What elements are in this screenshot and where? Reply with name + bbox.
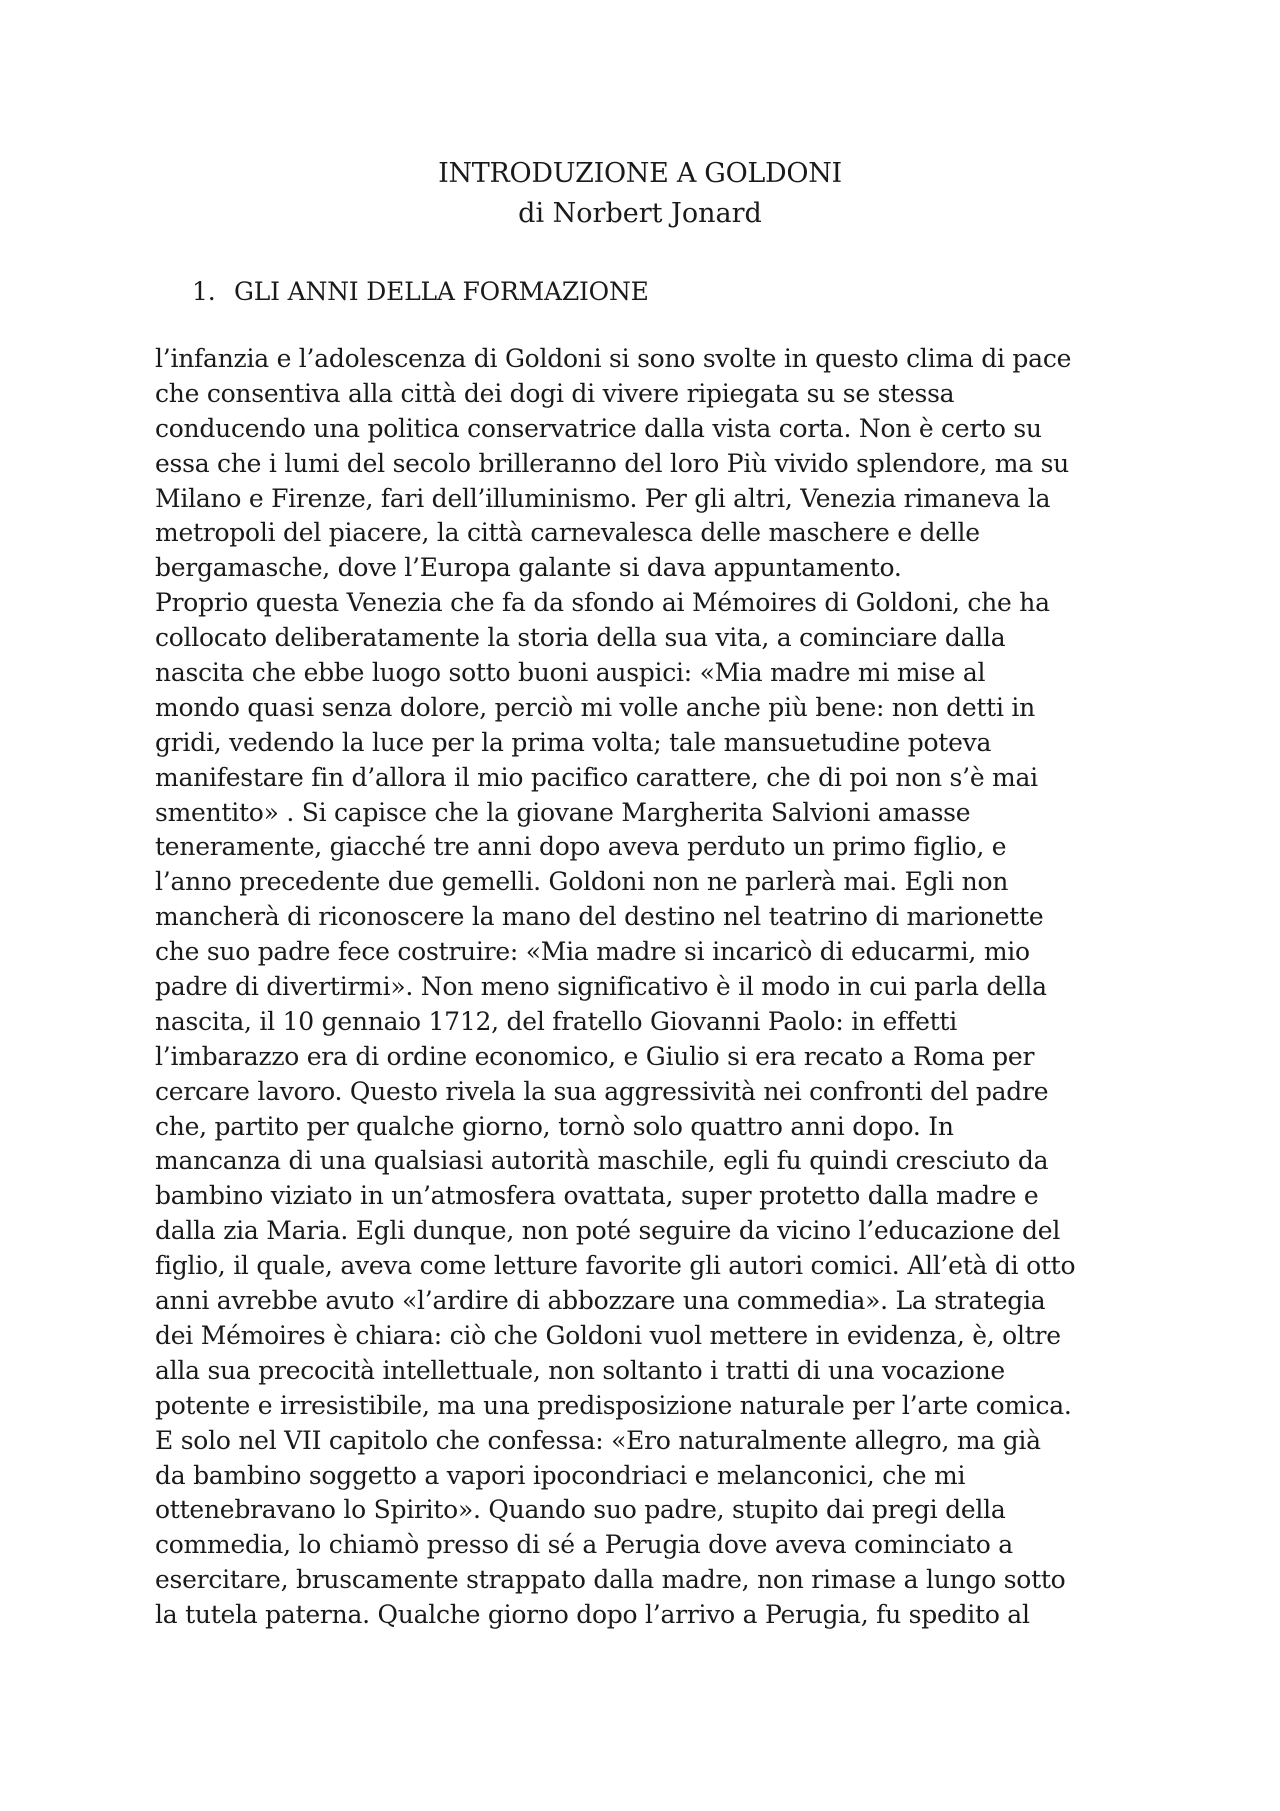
- text-line: manifestare fin d’allora il mio pacifico carattere, che di poi non s’è mai: [155, 762, 1038, 792]
- text-line: dalla zia Maria. Egli dunque, non poté seguire da vicino l’educazione del: [155, 1216, 1061, 1246]
- text-line: collocato deliberatamente la storia della sua vita, a cominciare dalla: [155, 623, 1006, 653]
- section-number: 1.: [192, 277, 216, 306]
- text-line: Proprio questa Venezia che fa da sfondo ai Mémoires di Goldoni, che ha: [155, 588, 1050, 618]
- text-line: alla sua precocità intellettuale, non soltanto i tratti di una vocazione: [155, 1355, 1005, 1385]
- text-line: mondo quasi senza dolore, perciò mi volle anche più bene: non detti in: [155, 692, 1036, 722]
- text-line: anni avrebbe avuto «l’ardire di abbozzare una commedia». La strategia: [155, 1286, 1046, 1316]
- text-line: padre di divertirmi». Non meno significativo è il modo in cui parla della: [155, 972, 1047, 1002]
- text-line: da bambino soggetto a vapori ipocondriaci e melanconici, che mi: [155, 1460, 966, 1490]
- text-line: nascita, il 10 gennaio 1712, del fratello Giovanni Paolo: in effetti: [155, 1006, 957, 1036]
- text-line: commedia, lo chiamò presso di sé a Perugia dove aveva cominciato a: [155, 1530, 1013, 1560]
- text-line: la tutela paterna. Qualche giorno dopo l’arrivo a Perugia, fu spedito al: [155, 1600, 1030, 1630]
- text-line: cercare lavoro. Questo rivela la sua aggressività nei confronti del padre: [155, 1076, 1049, 1106]
- text-line: metropoli del piacere, la città carnevalesca delle maschere e delle: [155, 518, 980, 548]
- text-line: mancanza di una qualsiasi autorità maschile, egli fu quindi cresciuto da: [155, 1146, 1049, 1176]
- text-line: esercitare, bruscamente strappato dalla madre, non rimase a lungo sotto: [155, 1565, 1066, 1595]
- text-line: potente e irresistibile, ma una predisposizione naturale per l’arte comica.: [155, 1390, 1072, 1420]
- section-heading: [192, 272, 649, 312]
- text-line: mancherà di riconoscere la mano del destino nel teatrino di marionette: [155, 902, 1044, 932]
- text-line: che consentiva alla città dei dogi di vivere ripiegata su se stessa: [155, 378, 955, 408]
- text-line: ottenebravano lo Spirito». Quando suo padre, stupito dai pregi della: [155, 1495, 1006, 1525]
- text-line: Milano e Firenze, fari dell’illuminismo. Per gli altri, Venezia rimaneva la: [155, 483, 1051, 513]
- text-line: E solo nel VII capitolo che confessa: «Ero naturalmente allegro, ma già: [155, 1425, 1041, 1455]
- text-line: che, partito per qualche giorno, tornò solo quattro anni dopo. In: [155, 1111, 954, 1141]
- text-line: che suo padre fece costruire: «Mia madre si incaricò di educarmi, mio: [155, 937, 1030, 967]
- section-title: GLI ANNI DELLA FORMAZIONE: [234, 277, 649, 306]
- text-line: conducendo una politica conservatrice dalla vista corta. Non è certo su: [155, 413, 1042, 443]
- text-line: nascita che ebbe luogo sotto buoni auspici: «Mia madre mi mise al: [155, 658, 986, 688]
- text-line: l’anno precedente due gemelli. Goldoni non ne parlerà mai. Egli non: [155, 867, 1009, 897]
- text-line: smentito» . Si capisce che la giovane Margherita Salvioni amasse: [155, 797, 971, 827]
- text-line: bambino viziato in un’atmosfera ovattata, super protetto dalla madre e: [155, 1181, 1039, 1211]
- document-author: di Norbert Jonard: [518, 198, 762, 229]
- document-title: INTRODUZIONE A GOLDONI: [438, 158, 842, 189]
- text-line: essa che i lumi del secolo brilleranno del loro Più vivido splendore, ma su: [155, 448, 1070, 478]
- text-line: figlio, il quale, aveva come letture favorite gli autori comici. All’età di otto: [155, 1251, 1076, 1281]
- text-line: l’imbarazzo era di ordine economico, e Giulio si era recato a Roma per: [155, 1041, 1035, 1071]
- text-line: teneramente, giacché tre anni dopo aveva perduto un primo figlio, e: [155, 832, 1007, 862]
- text-line: bergamasche, dove l’Europa galante si dava appuntamento.: [155, 553, 902, 583]
- text-line: l’infanzia e l’adolescenza di Goldoni si sono svolte in questo clima di pace: [155, 344, 1072, 373]
- body-text: [155, 342, 1135, 1633]
- text-line: dei Mémoires è chiara: ciò che Goldoni vuol mettere in evidenza, è, oltre: [155, 1320, 1061, 1350]
- text-line: gridi, vedendo la luce per la prima volta; tale mansuetudine poteva: [155, 727, 992, 757]
